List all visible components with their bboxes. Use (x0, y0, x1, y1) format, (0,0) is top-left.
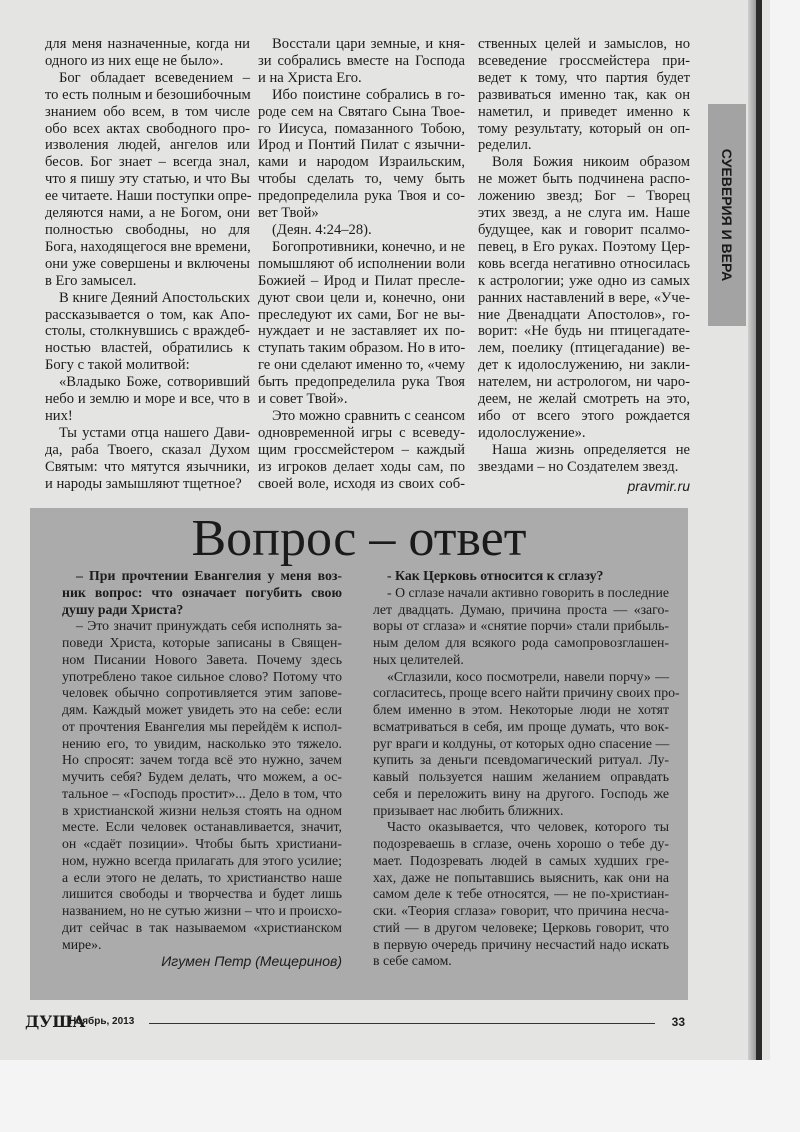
text-line: ски. «Теория сглаза» говорит, что причина несча- (373, 903, 669, 918)
text-line: зи собрались вместе на Господа (258, 52, 465, 69)
text-line: блем именно в этом. Некоторые люди не хотят (373, 702, 669, 717)
text-line: изволения людей, ангелов или (45, 137, 250, 154)
paragraph (258, 408, 465, 493)
text-line: к астрологии; уже одно из самых (478, 272, 690, 289)
text-line: лишится свободы и творчества и будет лишь (62, 886, 342, 902)
text-line: ределил. (478, 137, 532, 154)
text-line: В книге Деяний Апостольских (59, 289, 250, 306)
paragraph (478, 36, 690, 154)
paragraph (373, 668, 680, 820)
page-binding-edge (756, 0, 762, 1060)
text-line: Божией – Ирод и Пилат пресле- (258, 272, 465, 289)
text-line: мает. Подозревать людей в самых худших гре- (373, 852, 669, 868)
text-line: ном Писании Нового Завета. Почему здесь (62, 651, 342, 667)
paragraph (478, 442, 690, 476)
question-paragraph (373, 568, 669, 585)
text-line: хах, даже не попытавшись выяснить, как они на (373, 869, 669, 885)
text-line: деляются нами, а не Богом, они (45, 205, 250, 222)
article-column-1 (45, 36, 250, 492)
text-line: дям. Каждый может увидеть это на себе: если (62, 702, 342, 717)
text-line: ложению звезд; Бог – Творец (478, 188, 690, 205)
text-line: Ибо поистине собрались в го- (272, 86, 465, 103)
text-line: для меня назначенные, когда ни (45, 36, 250, 52)
question-paragraph (62, 568, 342, 618)
text-line: самом деле к тебе относятся, — не по-христиан- (373, 886, 669, 902)
text-line: дит сейчас в так называемом «христианском (62, 919, 342, 935)
text-line: названием, но не сутью жизни – что и происхо- (62, 903, 342, 918)
text-line: воры от сглаза» и «снятие порчи» стали прибыль- (373, 618, 669, 634)
paragraph (373, 585, 669, 669)
text-line: ге они сделают именно то, «чему (258, 357, 465, 374)
text-line: и на Христа Его. (258, 69, 362, 86)
text-line: кавый пользуется нашим желанием оправдать (373, 769, 669, 784)
text-line: то есть полным и безошибочным (45, 86, 251, 103)
text-line: столы, столкнувшись с враждеб- (45, 323, 250, 340)
text-line: ном, нужно всегда прилагать для этого усилие; (62, 852, 342, 868)
text-line: ным делом для всякого рода самопровозглашен- (373, 635, 669, 650)
text-line: ковь всегда негативно относилась (478, 255, 690, 272)
article-column-2 (258, 36, 465, 492)
paragraph (45, 290, 250, 375)
qa-column-1 (62, 568, 342, 970)
text-line: предопределила рука Твоя и со- (258, 188, 465, 205)
text-line: призывает нас любить ближних. (373, 802, 564, 818)
paragraph (258, 239, 465, 408)
text-line: Ирод и Понтий Пилат с язычни- (258, 137, 465, 154)
text-line: своей воле, исходя из своих соб- (258, 475, 465, 492)
text-line: лет двадцать. Думаю, причина проста — «заго- (373, 601, 669, 617)
qa-column-2 (373, 568, 680, 970)
text-line: лем, поелику (птицегадание) ве- (478, 340, 690, 357)
article-source: pravmir.ru (627, 478, 690, 494)
text-line: ник вопрос: что означает погубить свою (62, 584, 342, 600)
text-line: роде сем на Святаго Сына Твое- (258, 103, 465, 120)
article-column-3 (478, 36, 690, 476)
text-line: ственных целей и замыслов, но (478, 36, 690, 52)
text-line: ее читаете. Наши поступки опре- (45, 188, 252, 205)
text-line: ностью властей, обратились к (45, 340, 250, 357)
text-line: этих звезд, а не слуга им. Наше (478, 205, 690, 222)
text-line: мучить себя? Будем делать, что можем, а ос- (62, 769, 342, 784)
text-line: одновременной игры с всеведу- (258, 424, 465, 441)
issue-date: Ноябрь, 2013 (69, 1016, 135, 1027)
text-line: Восстали цари земные, и кня- (272, 36, 465, 52)
paragraph (373, 819, 669, 970)
text-line: развиваться именно так, как он (478, 86, 690, 103)
section-tab (708, 104, 746, 326)
text-line: они уже совершены и включены (45, 255, 250, 272)
text-line: обо всех актах свободного про- (45, 120, 250, 137)
text-line: Но спросят: зачем тогда всё это нужно, зачем (62, 752, 342, 768)
paragraph (45, 70, 250, 290)
text-line: ведет к тому, что партия будет (478, 69, 690, 86)
text-line: бесов. Бог знает – всегда знал, (45, 154, 250, 171)
text-line: да, раба Твоего, сказал Духом (45, 441, 250, 458)
text-line: чтобы сделать то, чему быть (258, 171, 465, 188)
text-line: не может быть подчинена распо- (478, 171, 690, 188)
page-number: 33 (671, 1015, 685, 1029)
paragraph (62, 618, 342, 953)
text-line: преследуют их сами, Бог не вы- (258, 306, 465, 323)
text-line: и народы замышляют тщетное? (45, 475, 242, 492)
text-line: щим гроссмейстером – каждый (258, 441, 465, 458)
text-line: дуют свои цели и, конечно, они (258, 289, 465, 306)
text-line: себя и переложить вину на другого. Господь же (373, 785, 669, 801)
text-line: звездами – но Создателем звезд. (478, 458, 679, 475)
text-line: будущее, как и говорит псалмо- (478, 221, 690, 238)
text-line: мире». (62, 936, 102, 952)
paragraph (258, 222, 465, 239)
text-line: руг враги и колдуны, от которых одно спасение — (373, 735, 670, 751)
text-line: наметил, и приведет именно к (478, 103, 690, 120)
text-line: и совет Твой». (258, 391, 348, 408)
text-line: нению его, то увидим, насколько это тяжело. (62, 735, 342, 751)
text-line: согласитесь, проще всего найти причину своих про- (373, 685, 680, 701)
text-line: в себе самом. (373, 953, 452, 969)
text-line: купить за деньги псевдомагический ритуал. Лу- (373, 752, 669, 768)
text-line: Наша жизнь определяется не (492, 441, 690, 458)
text-line: ками и народом Израильским, (258, 154, 465, 171)
text-line: деем, не желай смотреть на это, (478, 391, 690, 408)
text-line: стий — в другом человеке; Церковь говорит, что (373, 919, 669, 935)
text-line: одного из них еще не было». (45, 52, 224, 69)
text-line: Воля Божия никоим образом (492, 154, 690, 171)
text-line: в Его замысел. (45, 272, 137, 289)
text-line: ибо от всего этого рождается (478, 407, 690, 424)
text-line: быть предопределила рука Твоя (258, 374, 465, 391)
text-line: душу ради Христа? (62, 601, 184, 617)
text-line: из игроков делает ходы сам, по (258, 458, 465, 475)
text-line: полностью свободны, но для (45, 221, 250, 238)
text-line: Это можно сравнить с сеансом (272, 407, 465, 424)
text-line: Бога, находящегося вне времени, (45, 238, 251, 255)
text-line: Святым: что мятутся язычники, (45, 458, 250, 475)
text-line: а если этого не делать, то христианство наше (62, 869, 342, 885)
text-line: месте. Если человек останавливается, значит, (62, 819, 342, 835)
answer-signature: Игумен Петр (Мещеринов) (161, 953, 342, 970)
text-line: нателем, ни астрологом, ни чаро- (478, 374, 690, 391)
text-line: нуждает и не заставляет их по- (258, 323, 465, 340)
text-line: Богопротивники, конечно, и не (272, 238, 465, 255)
text-line: подозреваешь в сглазе, очень хорошо о тебе ду- (373, 836, 669, 851)
text-line: он «сдаёт позиции». Чтобы быть христиани- (62, 836, 342, 851)
page-binding-shadow (748, 0, 756, 1060)
text-line: небо и землю и море и все, что в (45, 391, 250, 408)
text-line: Часто оказывается, что человек, которого ты (387, 819, 669, 835)
text-line: знанием обо всем, в том числе (45, 103, 250, 120)
text-line: помышляют об исполнении воли (258, 255, 465, 272)
text-line: дет к идолослужению, ни закли- (478, 357, 690, 374)
text-line: всеведение гроссмейстера при- (478, 52, 690, 69)
text-line: них! (45, 407, 73, 424)
text-line: человек обычно сопротивляется этим запове- (62, 685, 342, 701)
paragraph (258, 36, 465, 87)
text-line: ступать таким образом. Но в ито- (258, 340, 466, 357)
page-footer (25, 1012, 685, 1032)
footer-rule (149, 1023, 655, 1024)
paragraph (45, 374, 250, 425)
text-line: рассказывается о том, как Апо- (45, 306, 250, 323)
text-line: тальное – «Господь простит»... Дело в том, что (62, 785, 342, 801)
text-line: «Сглазили, косо посмотрели, навели порчу» — (387, 668, 669, 684)
text-line: певец, в Его руках. Поэтому Цер- (478, 238, 690, 255)
text-line: Бог обладает всеведением – (59, 69, 250, 86)
text-line: тому результату, который он оп- (478, 120, 690, 137)
section-tab-label: СУЕВЕРИЯ И ВЕРА (719, 148, 735, 282)
text-line: - О сглазе начали активно говорить в последние (387, 584, 669, 600)
text-line: что я пишу эту статью, и что Вы (45, 171, 250, 188)
text-line: от прочтения Евангелия мы перейдём к испол- (62, 718, 342, 734)
text-line: в первую очередь причину несчастий надо искать (373, 936, 669, 952)
magazine-logo: ДУША (25, 1012, 86, 1031)
text-line: «Владыко Боже, сотворивший (59, 374, 250, 391)
paragraph (45, 425, 250, 493)
text-line: - Как Церковь относится к сглазу? (387, 568, 604, 583)
text-line: поведи Христа, которые записаны в Священ- (62, 635, 342, 650)
text-line: употреблено такое сильное слово? Потому что (62, 668, 342, 684)
text-line: всматриваться в себя, им проще думать, что вок- (373, 718, 669, 734)
text-line: (Деян. 4:24–28). (272, 221, 372, 238)
text-line: ранних наставлений в вере, «Уче- (478, 289, 690, 306)
text-line: – При прочтении Евангелия у меня воз- (76, 568, 342, 583)
text-line: вет Твой» (258, 205, 319, 222)
paragraph (478, 154, 690, 441)
text-line: Богу с такой молитвой: (45, 357, 190, 374)
text-line: ворит: «Не будь ни птицегадате- (478, 323, 690, 340)
text-line: в христианской жизни нельзя стоять на одном (62, 802, 342, 818)
text-line: ние Двенадцати Апостолов», го- (478, 306, 690, 323)
paragraph (258, 87, 465, 222)
paragraph (45, 36, 250, 70)
text-line: идолослужение». (478, 424, 586, 441)
qa-title: Вопрос – ответ (191, 510, 527, 567)
text-line: го Иисуса, помазанного Тобою, (258, 120, 465, 137)
text-line: – Это значит принуждать себя исполнять за- (76, 618, 342, 634)
text-line: ных целителей. (373, 651, 464, 667)
text-line: Ты устами отца нашего Дави- (59, 424, 250, 441)
